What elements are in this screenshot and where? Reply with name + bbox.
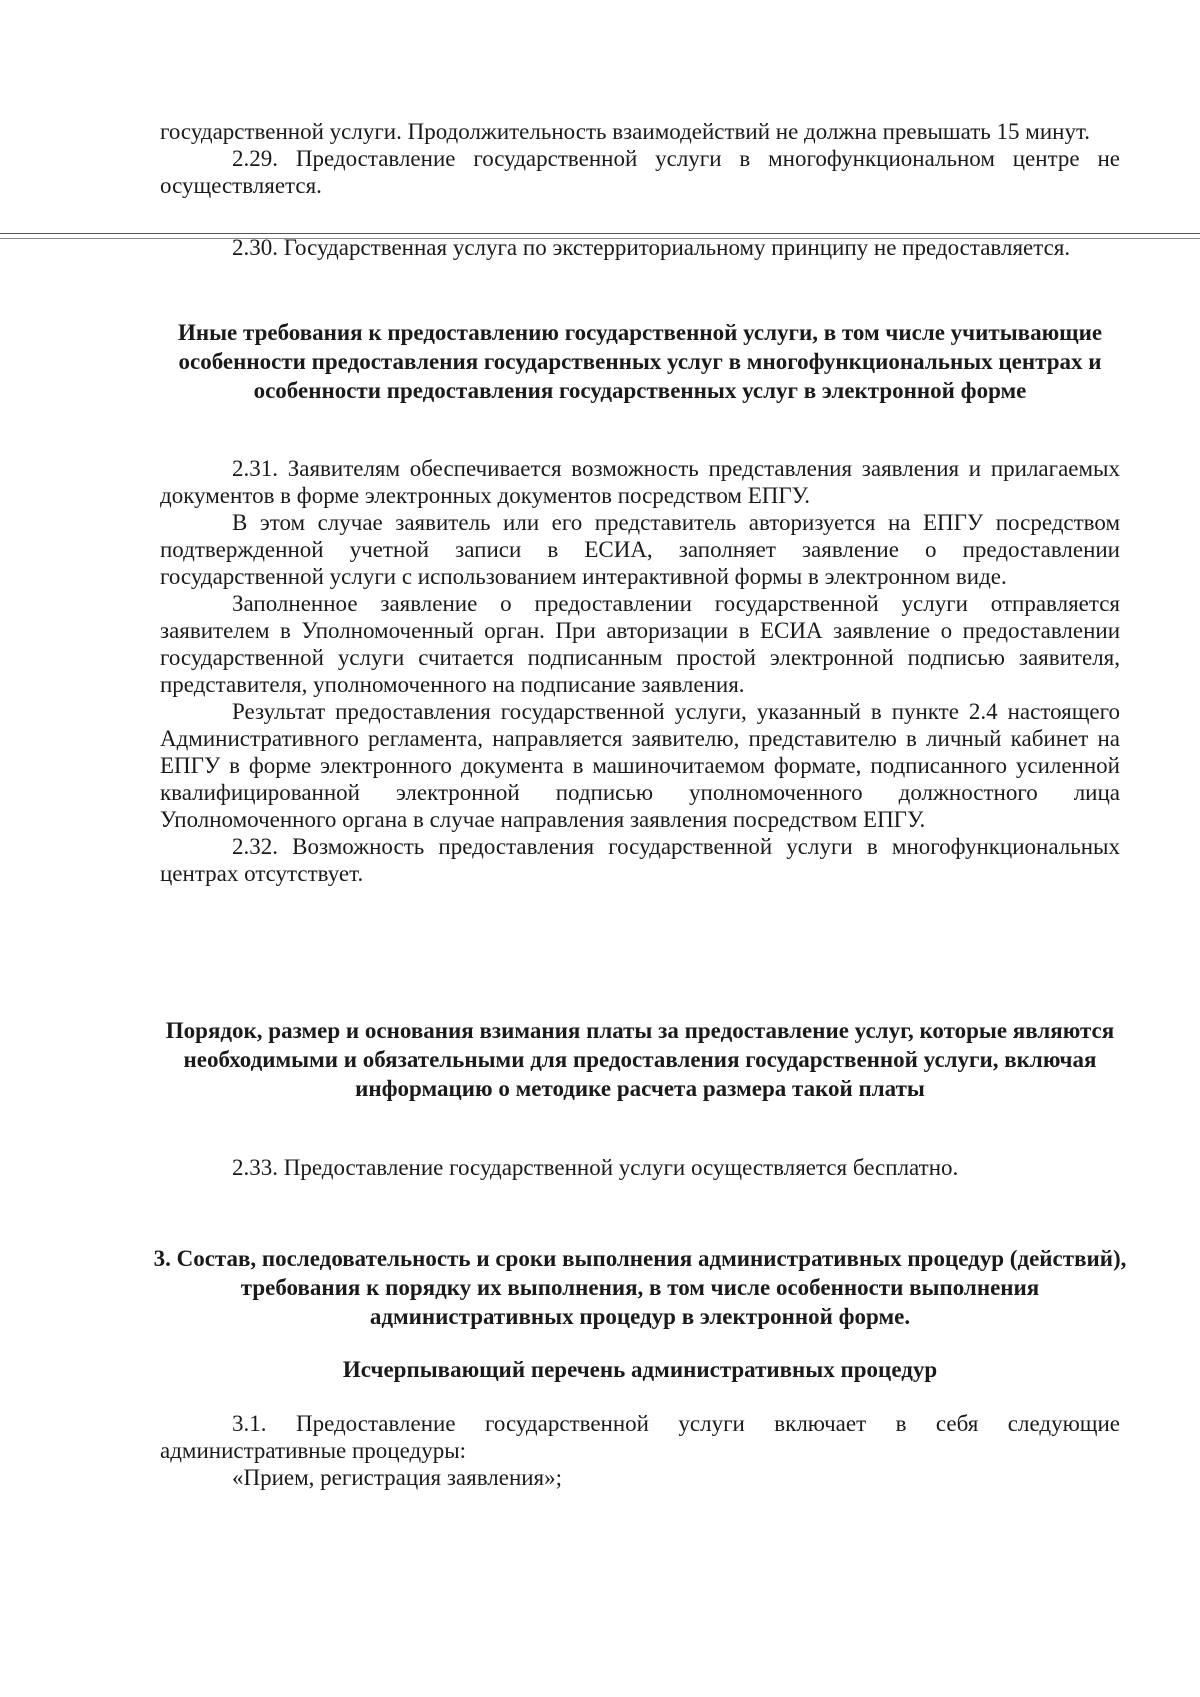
section-procedures-text [160, 1410, 1120, 1491]
top-text-block [160, 118, 1120, 199]
section-electronic-text [160, 455, 1120, 887]
paragraph-authorization: В этом случае заявитель или его представитель авторизуется на ЕПГУ посредством подтвержденной учетной записи в ЕСИА, заполняет заявление о предоставлении государственной услуги с использованием интерактивной формы в электронном виде. [160, 510, 1120, 589]
section-heading-payment: Порядок, размер и основания взимания платы за предоставление услуг, которые являются необходимыми и обязательными для предоставления государственной услуги, включая информацию о методике расчета размера такой платы [165, 1018, 1115, 1101]
paragraph-2-30: 2.30. Государственная услуга по экстерриториальному принципу не предоставляется. [232, 235, 1071, 260]
paragraph-2-31: 2.31. Заявителям обеспечивается возможность представления заявления и прилагаемых документов в форме электронных документов посредством ЕПГУ. [160, 456, 1120, 508]
chapter-heading-3: 3. Состав, последовательность и сроки выполнения административных процедур (действий), требования к порядку их выполнения, в том числе особенности выполнения административных процедур в электронной форме. [153, 1246, 1127, 1329]
paragraph-filled-application: Заполненное заявление о предоставлении государственной услуги отправляется заявителем в Уполномоченный орган. При авторизации в ЕСИА заявление о предоставлении государственной услуги считается подписанным простой электронной подписью заявителя, представителя, уполномоченного на подписание заявления. [160, 591, 1120, 697]
section-heading-other-requirements: Иные требования к предоставлению государственной услуги, в том числе учитывающие особенности предоставления государственных услуг в многофункциональных центрах и особенности предоставления государственных услуг в электронной форме [177, 320, 1103, 403]
paragraph-2-32: 2.32. Возможность предоставления государственной услуги в многофункциональных центрах отсутствует. [160, 834, 1120, 886]
section-payment-text [160, 1154, 1120, 1181]
paragraph-result: Результат предоставления государственной услуги, указанный в пункте 2.4 настоящего Административного регламента, направляется заявителю, представителю в личный кабинет на ЕПГУ в форме электронного документа в машиночитаемом формате, подписанного усиленной квалифицированной электронной подписью уполномоченного должностного лица Уполномоченного органа в случае направления заявления посредством ЕПГУ. [160, 699, 1120, 832]
paragraph-2-33: 2.33. Предоставление государственной услуги осуществляется бесплатно. [232, 1155, 959, 1180]
section-heading-procedures-list: Исчерпывающий перечень административных процедур [342, 1357, 938, 1382]
paragraph-continuation: государственной услуги. Продолжительность взаимодействий не должна превышать 15 минут. [160, 119, 1091, 144]
list-item-reception: «Прием, регистрация заявления»; [232, 1465, 563, 1490]
paragraph-2-29: 2.29. Предоставление государственной услуги в многофункциональном центре не осуществляется. [160, 146, 1120, 198]
paragraph-2-30-block [160, 234, 1120, 261]
paragraph-3-1: 3.1. Предоставление государственной услуги включает в себя следующие административные процедуры: [160, 1411, 1120, 1463]
